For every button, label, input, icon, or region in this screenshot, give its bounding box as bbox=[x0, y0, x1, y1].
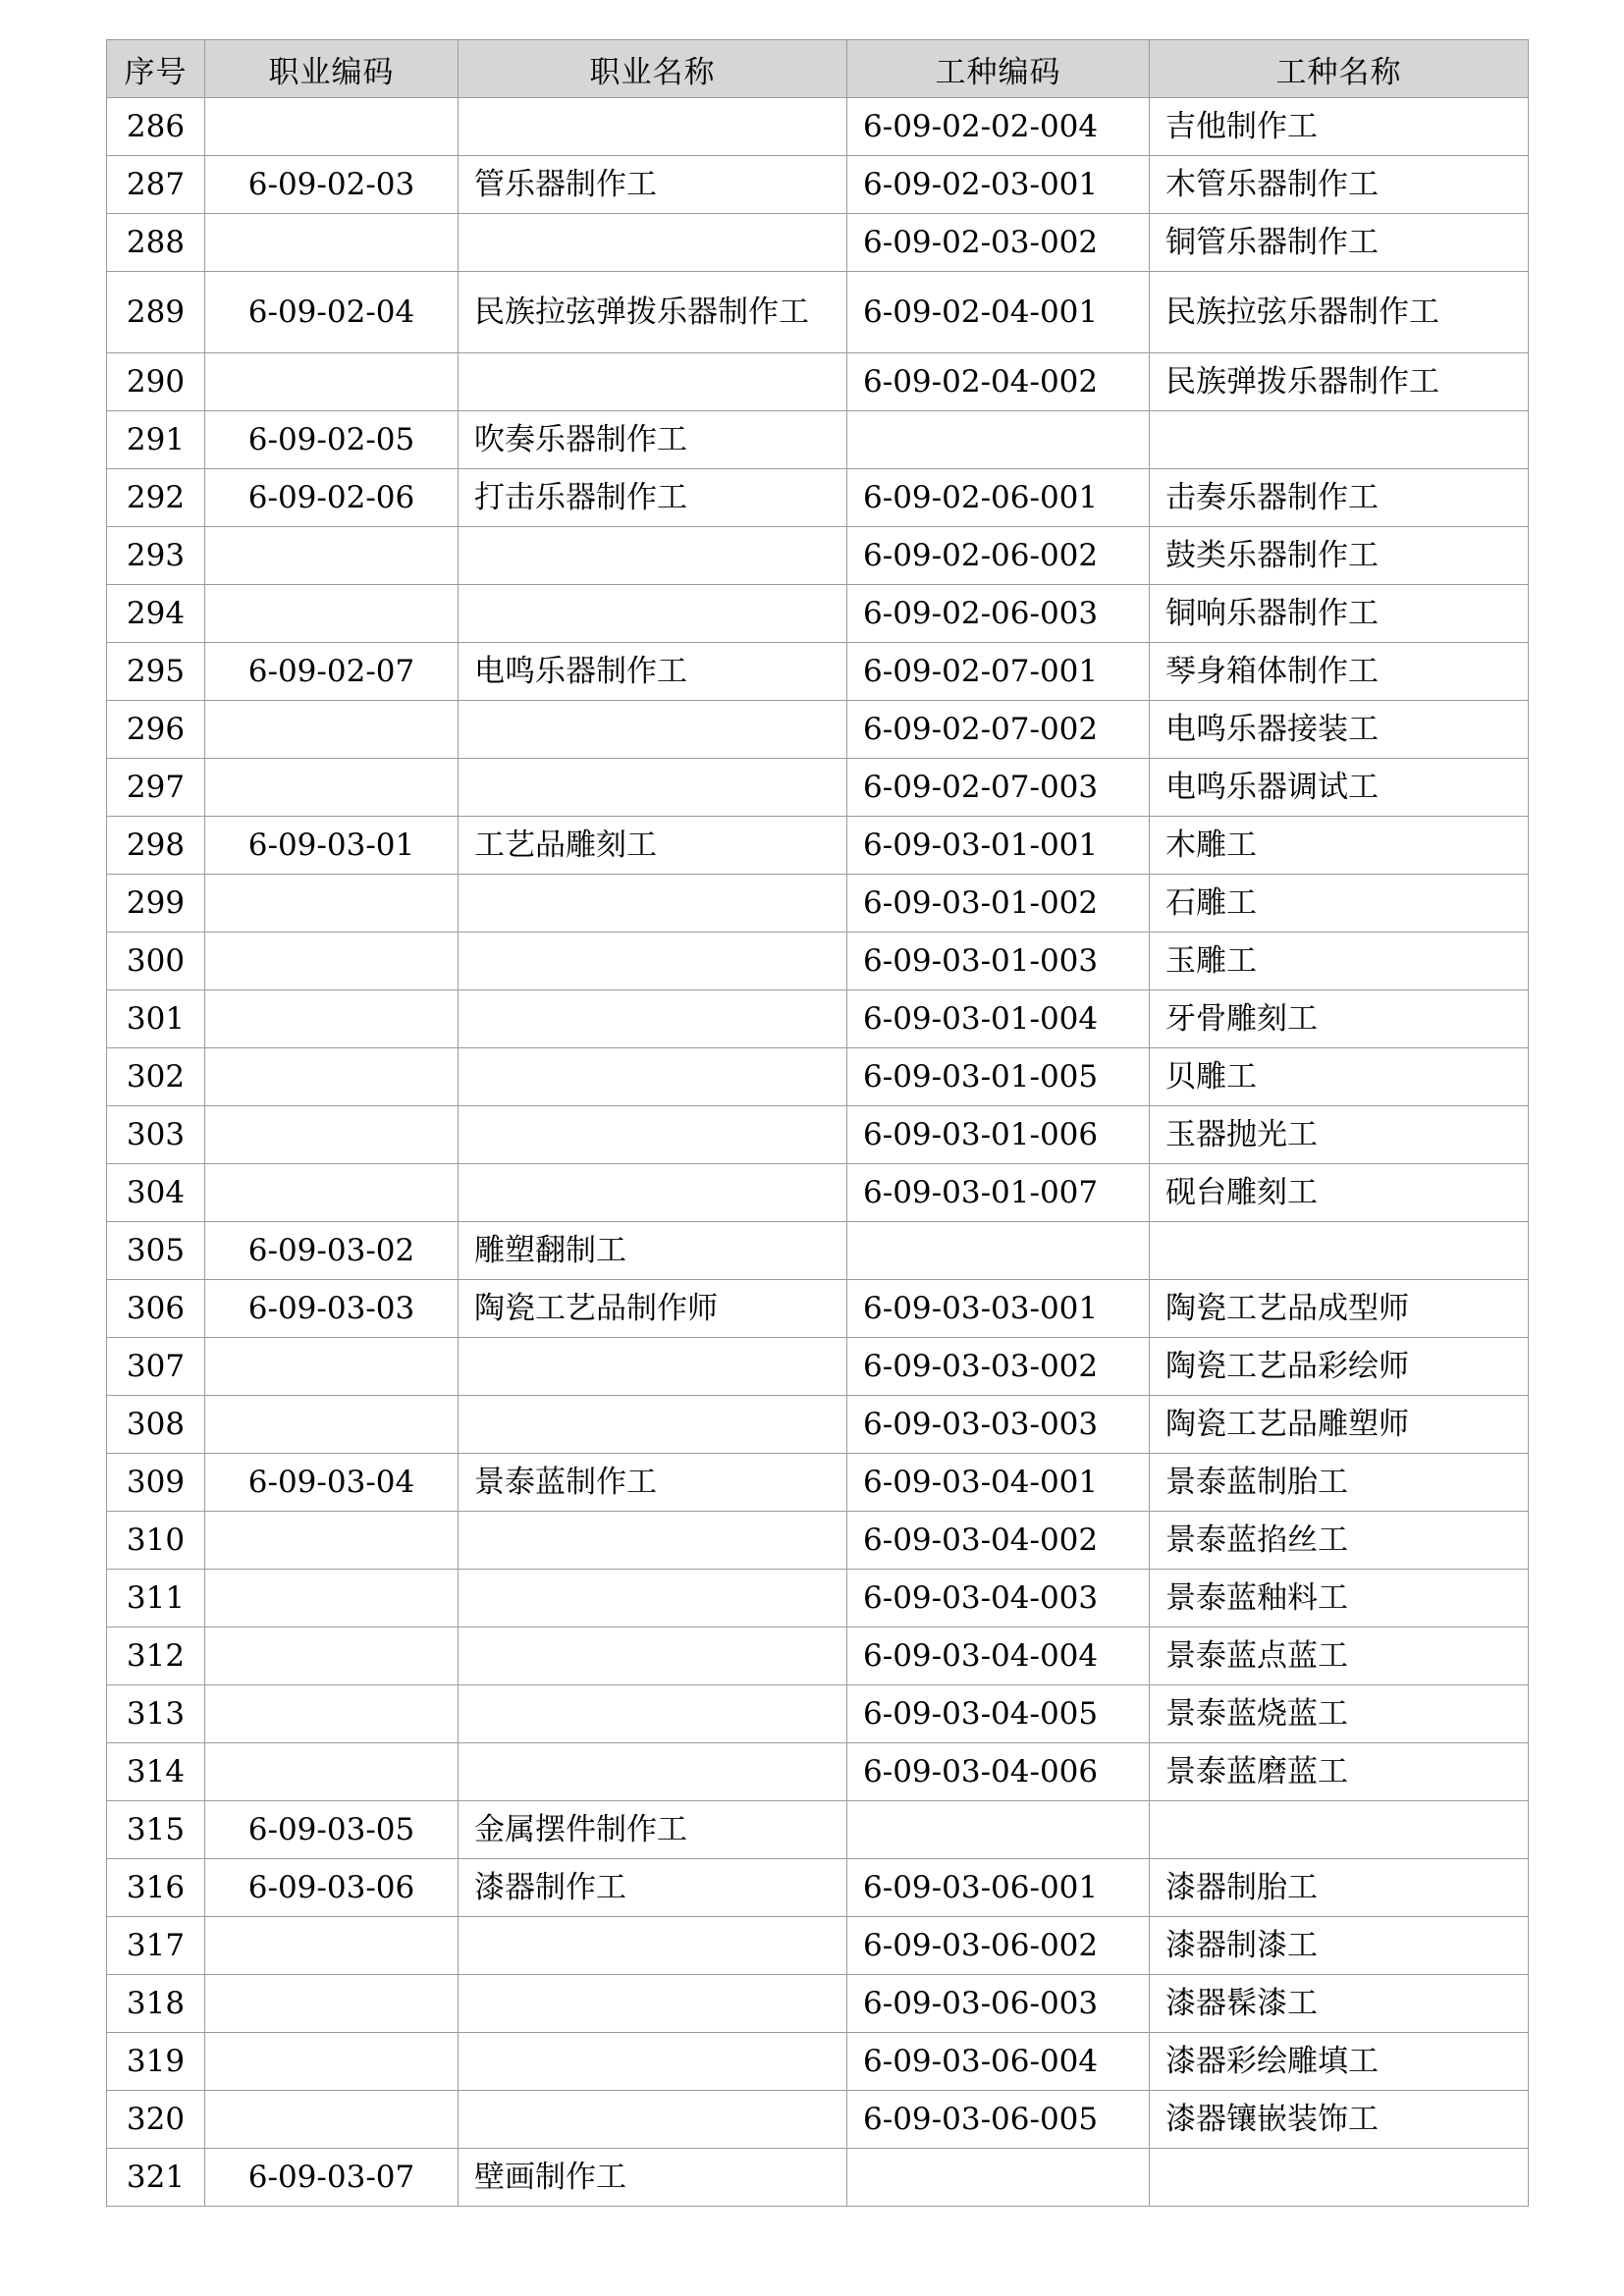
cell-occupation-code: 6-09-03-06 bbox=[205, 1859, 459, 1917]
cell-occupation-name bbox=[459, 2033, 847, 2091]
cell-job-name: 玉器抛光工 bbox=[1150, 1106, 1529, 1164]
cell-occupation-name: 民族拉弦弹拨乐器制作工 bbox=[459, 272, 847, 353]
cell-occupation-code bbox=[205, 1570, 459, 1628]
cell-job-code: 6-09-03-06-001 bbox=[847, 1859, 1150, 1917]
cell-seq: 295 bbox=[107, 643, 205, 701]
cell-job-code: 6-09-03-01-005 bbox=[847, 1048, 1150, 1106]
cell-seq: 320 bbox=[107, 2091, 205, 2149]
table-row bbox=[107, 156, 1529, 214]
cell-occupation-code bbox=[205, 214, 459, 272]
cell-occupation-code bbox=[205, 1106, 459, 1164]
cell-occupation-code bbox=[205, 1685, 459, 1743]
cell-occupation-code: 6-09-02-04 bbox=[205, 272, 459, 353]
cell-job-name: 鼓类乐器制作工 bbox=[1150, 527, 1529, 585]
cell-job-name: 贝雕工 bbox=[1150, 1048, 1529, 1106]
cell-job-code: 6-09-02-07-003 bbox=[847, 759, 1150, 817]
cell-job-name: 牙骨雕刻工 bbox=[1150, 990, 1529, 1048]
cell-occupation-name bbox=[459, 1164, 847, 1222]
table-row bbox=[107, 817, 1529, 875]
cell-seq: 307 bbox=[107, 1338, 205, 1396]
cell-job-code: 6-09-03-06-005 bbox=[847, 2091, 1150, 2149]
cell-seq: 313 bbox=[107, 1685, 205, 1743]
cell-seq: 291 bbox=[107, 411, 205, 469]
cell-occupation-name bbox=[459, 1048, 847, 1106]
cell-job-code: 6-09-03-06-004 bbox=[847, 2033, 1150, 2091]
cell-job-name: 电鸣乐器接装工 bbox=[1150, 701, 1529, 759]
cell-seq: 299 bbox=[107, 875, 205, 933]
table-row bbox=[107, 1222, 1529, 1280]
table-row bbox=[107, 1338, 1529, 1396]
cell-job-name: 电鸣乐器调试工 bbox=[1150, 759, 1529, 817]
cell-job-code: 6-09-03-04-002 bbox=[847, 1512, 1150, 1570]
cell-job-name: 景泰蓝点蓝工 bbox=[1150, 1628, 1529, 1685]
cell-occupation-code bbox=[205, 1975, 459, 2033]
cell-occupation-name: 金属摆件制作工 bbox=[459, 1801, 847, 1859]
cell-job-code: 6-09-03-03-003 bbox=[847, 1396, 1150, 1454]
table-row bbox=[107, 1743, 1529, 1801]
cell-occupation-name bbox=[459, 2091, 847, 2149]
cell-seq: 314 bbox=[107, 1743, 205, 1801]
cell-job-name: 砚台雕刻工 bbox=[1150, 1164, 1529, 1222]
cell-occupation-code bbox=[205, 875, 459, 933]
cell-seq: 296 bbox=[107, 701, 205, 759]
cell-job-code: 6-09-03-06-002 bbox=[847, 1917, 1150, 1975]
cell-job-name: 漆器制漆工 bbox=[1150, 1917, 1529, 1975]
cell-job-name: 漆器髹漆工 bbox=[1150, 1975, 1529, 2033]
cell-job-name: 民族弹拨乐器制作工 bbox=[1150, 353, 1529, 411]
cell-occupation-name bbox=[459, 527, 847, 585]
cell-occupation-name: 雕塑翻制工 bbox=[459, 1222, 847, 1280]
cell-job-name: 陶瓷工艺品雕塑师 bbox=[1150, 1396, 1529, 1454]
cell-job-code: 6-09-03-04-003 bbox=[847, 1570, 1150, 1628]
cell-job-name: 琴身箱体制作工 bbox=[1150, 643, 1529, 701]
table-row bbox=[107, 1859, 1529, 1917]
cell-occupation-code bbox=[205, 759, 459, 817]
table-row bbox=[107, 214, 1529, 272]
cell-occupation-name: 景泰蓝制作工 bbox=[459, 1454, 847, 1512]
cell-job-code bbox=[847, 1222, 1150, 1280]
cell-seq: 298 bbox=[107, 817, 205, 875]
cell-occupation-name bbox=[459, 1106, 847, 1164]
cell-occupation-code: 6-09-02-06 bbox=[205, 469, 459, 527]
cell-seq: 297 bbox=[107, 759, 205, 817]
cell-occupation-code bbox=[205, 990, 459, 1048]
cell-job-code bbox=[847, 2149, 1150, 2207]
cell-seq: 317 bbox=[107, 1917, 205, 1975]
cell-occupation-code bbox=[205, 527, 459, 585]
table-row bbox=[107, 1048, 1529, 1106]
cell-job-name bbox=[1150, 1801, 1529, 1859]
cell-occupation-name: 管乐器制作工 bbox=[459, 156, 847, 214]
cell-occupation-code: 6-09-03-03 bbox=[205, 1280, 459, 1338]
cell-occupation-code bbox=[205, 1628, 459, 1685]
cell-job-code: 6-09-03-01-002 bbox=[847, 875, 1150, 933]
cell-occupation-name bbox=[459, 990, 847, 1048]
cell-occupation-name bbox=[459, 1975, 847, 2033]
cell-job-code bbox=[847, 411, 1150, 469]
cell-occupation-code bbox=[205, 701, 459, 759]
cell-job-code: 6-09-02-06-002 bbox=[847, 527, 1150, 585]
cell-occupation-name bbox=[459, 1338, 847, 1396]
cell-job-name: 陶瓷工艺品彩绘师 bbox=[1150, 1338, 1529, 1396]
cell-job-name: 木雕工 bbox=[1150, 817, 1529, 875]
cell-seq: 316 bbox=[107, 1859, 205, 1917]
cell-job-name: 铜管乐器制作工 bbox=[1150, 214, 1529, 272]
cell-occupation-code bbox=[205, 933, 459, 990]
cell-job-code: 6-09-03-03-001 bbox=[847, 1280, 1150, 1338]
cell-job-name: 漆器制胎工 bbox=[1150, 1859, 1529, 1917]
cell-occupation-code bbox=[205, 1164, 459, 1222]
table-row bbox=[107, 643, 1529, 701]
cell-occupation-name: 漆器制作工 bbox=[459, 1859, 847, 1917]
cell-occupation-name bbox=[459, 1396, 847, 1454]
table-row bbox=[107, 1106, 1529, 1164]
table-row bbox=[107, 1280, 1529, 1338]
cell-job-name: 景泰蓝制胎工 bbox=[1150, 1454, 1529, 1512]
cell-occupation-code bbox=[205, 98, 459, 156]
cell-job-code bbox=[847, 1801, 1150, 1859]
cell-job-code: 6-09-03-04-004 bbox=[847, 1628, 1150, 1685]
cell-seq: 306 bbox=[107, 1280, 205, 1338]
table-row bbox=[107, 701, 1529, 759]
cell-seq: 308 bbox=[107, 1396, 205, 1454]
cell-job-name: 击奏乐器制作工 bbox=[1150, 469, 1529, 527]
cell-occupation-name bbox=[459, 1917, 847, 1975]
cell-seq: 300 bbox=[107, 933, 205, 990]
cell-job-code: 6-09-03-04-001 bbox=[847, 1454, 1150, 1512]
table-body bbox=[107, 98, 1529, 2207]
cell-job-code: 6-09-02-04-001 bbox=[847, 272, 1150, 353]
cell-seq: 312 bbox=[107, 1628, 205, 1685]
table-row bbox=[107, 1396, 1529, 1454]
cell-occupation-code bbox=[205, 353, 459, 411]
cell-occupation-name bbox=[459, 353, 847, 411]
cell-occupation-name bbox=[459, 875, 847, 933]
cell-seq: 310 bbox=[107, 1512, 205, 1570]
cell-occupation-name bbox=[459, 701, 847, 759]
cell-seq: 304 bbox=[107, 1164, 205, 1222]
table-row bbox=[107, 990, 1529, 1048]
header-occupation-name: 职业名称 bbox=[459, 40, 847, 98]
cell-occupation-name: 打击乐器制作工 bbox=[459, 469, 847, 527]
cell-job-code: 6-09-02-06-001 bbox=[847, 469, 1150, 527]
cell-job-code: 6-09-03-01-006 bbox=[847, 1106, 1150, 1164]
cell-occupation-code: 6-09-03-07 bbox=[205, 2149, 459, 2207]
cell-occupation-name bbox=[459, 933, 847, 990]
table-row bbox=[107, 2033, 1529, 2091]
cell-job-name: 景泰蓝烧蓝工 bbox=[1150, 1685, 1529, 1743]
table-header bbox=[107, 40, 1529, 98]
header-job-name: 工种名称 bbox=[1150, 40, 1529, 98]
cell-occupation-code bbox=[205, 2033, 459, 2091]
cell-occupation-code: 6-09-03-04 bbox=[205, 1454, 459, 1512]
cell-job-code: 6-09-02-03-001 bbox=[847, 156, 1150, 214]
cell-occupation-name: 工艺品雕刻工 bbox=[459, 817, 847, 875]
cell-job-code: 6-09-03-01-004 bbox=[847, 990, 1150, 1048]
cell-seq: 293 bbox=[107, 527, 205, 585]
cell-job-code: 6-09-02-06-003 bbox=[847, 585, 1150, 643]
table-row bbox=[107, 272, 1529, 353]
cell-seq: 289 bbox=[107, 272, 205, 353]
cell-job-name: 陶瓷工艺品成型师 bbox=[1150, 1280, 1529, 1338]
cell-occupation-name bbox=[459, 585, 847, 643]
cell-seq: 305 bbox=[107, 1222, 205, 1280]
table-row bbox=[107, 875, 1529, 933]
cell-job-code: 6-09-02-07-001 bbox=[847, 643, 1150, 701]
cell-occupation-name bbox=[459, 214, 847, 272]
cell-seq: 309 bbox=[107, 1454, 205, 1512]
cell-seq: 318 bbox=[107, 1975, 205, 2033]
cell-seq: 319 bbox=[107, 2033, 205, 2091]
table-row bbox=[107, 1975, 1529, 2033]
table-row bbox=[107, 1685, 1529, 1743]
table-row bbox=[107, 1512, 1529, 1570]
cell-seq: 294 bbox=[107, 585, 205, 643]
cell-job-code: 6-09-03-01-003 bbox=[847, 933, 1150, 990]
table-row bbox=[107, 759, 1529, 817]
cell-job-name bbox=[1150, 2149, 1529, 2207]
cell-occupation-name bbox=[459, 98, 847, 156]
table-row bbox=[107, 2149, 1529, 2207]
table-row bbox=[107, 1454, 1529, 1512]
cell-occupation-name bbox=[459, 759, 847, 817]
cell-occupation-code: 6-09-02-07 bbox=[205, 643, 459, 701]
table-row bbox=[107, 469, 1529, 527]
cell-job-code: 6-09-03-01-007 bbox=[847, 1164, 1150, 1222]
header-seq: 序号 bbox=[107, 40, 205, 98]
cell-seq: 302 bbox=[107, 1048, 205, 1106]
cell-job-name bbox=[1150, 1222, 1529, 1280]
cell-occupation-code bbox=[205, 1512, 459, 1570]
cell-seq: 287 bbox=[107, 156, 205, 214]
occupation-table bbox=[106, 39, 1529, 2207]
cell-seq: 311 bbox=[107, 1570, 205, 1628]
table-row bbox=[107, 353, 1529, 411]
cell-job-code: 6-09-02-02-004 bbox=[847, 98, 1150, 156]
cell-seq: 303 bbox=[107, 1106, 205, 1164]
header-job-code: 工种编码 bbox=[847, 40, 1150, 98]
cell-job-name: 玉雕工 bbox=[1150, 933, 1529, 990]
cell-occupation-code bbox=[205, 1743, 459, 1801]
cell-job-name: 景泰蓝掐丝工 bbox=[1150, 1512, 1529, 1570]
cell-seq: 292 bbox=[107, 469, 205, 527]
cell-job-name: 漆器镶嵌装饰工 bbox=[1150, 2091, 1529, 2149]
cell-seq: 290 bbox=[107, 353, 205, 411]
table-row bbox=[107, 933, 1529, 990]
cell-seq: 315 bbox=[107, 1801, 205, 1859]
header-occupation-code: 职业编码 bbox=[205, 40, 459, 98]
cell-occupation-code bbox=[205, 1338, 459, 1396]
table-row bbox=[107, 1801, 1529, 1859]
cell-occupation-name bbox=[459, 1512, 847, 1570]
cell-occupation-name bbox=[459, 1570, 847, 1628]
cell-seq: 301 bbox=[107, 990, 205, 1048]
cell-occupation-code bbox=[205, 2091, 459, 2149]
cell-occupation-code: 6-09-03-05 bbox=[205, 1801, 459, 1859]
cell-job-name: 铜响乐器制作工 bbox=[1150, 585, 1529, 643]
cell-job-code: 6-09-03-03-002 bbox=[847, 1338, 1150, 1396]
cell-occupation-code bbox=[205, 1917, 459, 1975]
cell-occupation-name: 吹奏乐器制作工 bbox=[459, 411, 847, 469]
cell-occupation-name: 壁画制作工 bbox=[459, 2149, 847, 2207]
cell-occupation-code bbox=[205, 1048, 459, 1106]
cell-job-name: 民族拉弦乐器制作工 bbox=[1150, 272, 1529, 353]
table-row bbox=[107, 1570, 1529, 1628]
header-row bbox=[107, 40, 1529, 98]
cell-job-code: 6-09-02-07-002 bbox=[847, 701, 1150, 759]
cell-occupation-name: 陶瓷工艺品制作师 bbox=[459, 1280, 847, 1338]
table-row bbox=[107, 1628, 1529, 1685]
cell-occupation-name: 电鸣乐器制作工 bbox=[459, 643, 847, 701]
cell-occupation-name bbox=[459, 1685, 847, 1743]
cell-job-code: 6-09-03-01-001 bbox=[847, 817, 1150, 875]
cell-occupation-code: 6-09-03-01 bbox=[205, 817, 459, 875]
table-row bbox=[107, 585, 1529, 643]
cell-job-name: 吉他制作工 bbox=[1150, 98, 1529, 156]
cell-seq: 288 bbox=[107, 214, 205, 272]
cell-job-name: 漆器彩绘雕填工 bbox=[1150, 2033, 1529, 2091]
cell-occupation-name bbox=[459, 1628, 847, 1685]
cell-occupation-code: 6-09-02-03 bbox=[205, 156, 459, 214]
cell-occupation-code bbox=[205, 585, 459, 643]
cell-job-name: 景泰蓝釉料工 bbox=[1150, 1570, 1529, 1628]
cell-job-name bbox=[1150, 411, 1529, 469]
cell-job-name: 木管乐器制作工 bbox=[1150, 156, 1529, 214]
cell-job-name: 景泰蓝磨蓝工 bbox=[1150, 1743, 1529, 1801]
cell-occupation-code: 6-09-03-02 bbox=[205, 1222, 459, 1280]
cell-seq: 321 bbox=[107, 2149, 205, 2207]
cell-occupation-code bbox=[205, 1396, 459, 1454]
cell-job-code: 6-09-03-04-005 bbox=[847, 1685, 1150, 1743]
cell-job-name: 石雕工 bbox=[1150, 875, 1529, 933]
table-row bbox=[107, 411, 1529, 469]
table-row bbox=[107, 98, 1529, 156]
table-row bbox=[107, 527, 1529, 585]
cell-job-code: 6-09-03-04-006 bbox=[847, 1743, 1150, 1801]
cell-occupation-name bbox=[459, 1743, 847, 1801]
cell-job-code: 6-09-02-03-002 bbox=[847, 214, 1150, 272]
table-row bbox=[107, 1164, 1529, 1222]
cell-seq: 286 bbox=[107, 98, 205, 156]
table-row bbox=[107, 1917, 1529, 1975]
cell-job-code: 6-09-02-04-002 bbox=[847, 353, 1150, 411]
cell-occupation-code: 6-09-02-05 bbox=[205, 411, 459, 469]
table-row bbox=[107, 2091, 1529, 2149]
cell-job-code: 6-09-03-06-003 bbox=[847, 1975, 1150, 2033]
